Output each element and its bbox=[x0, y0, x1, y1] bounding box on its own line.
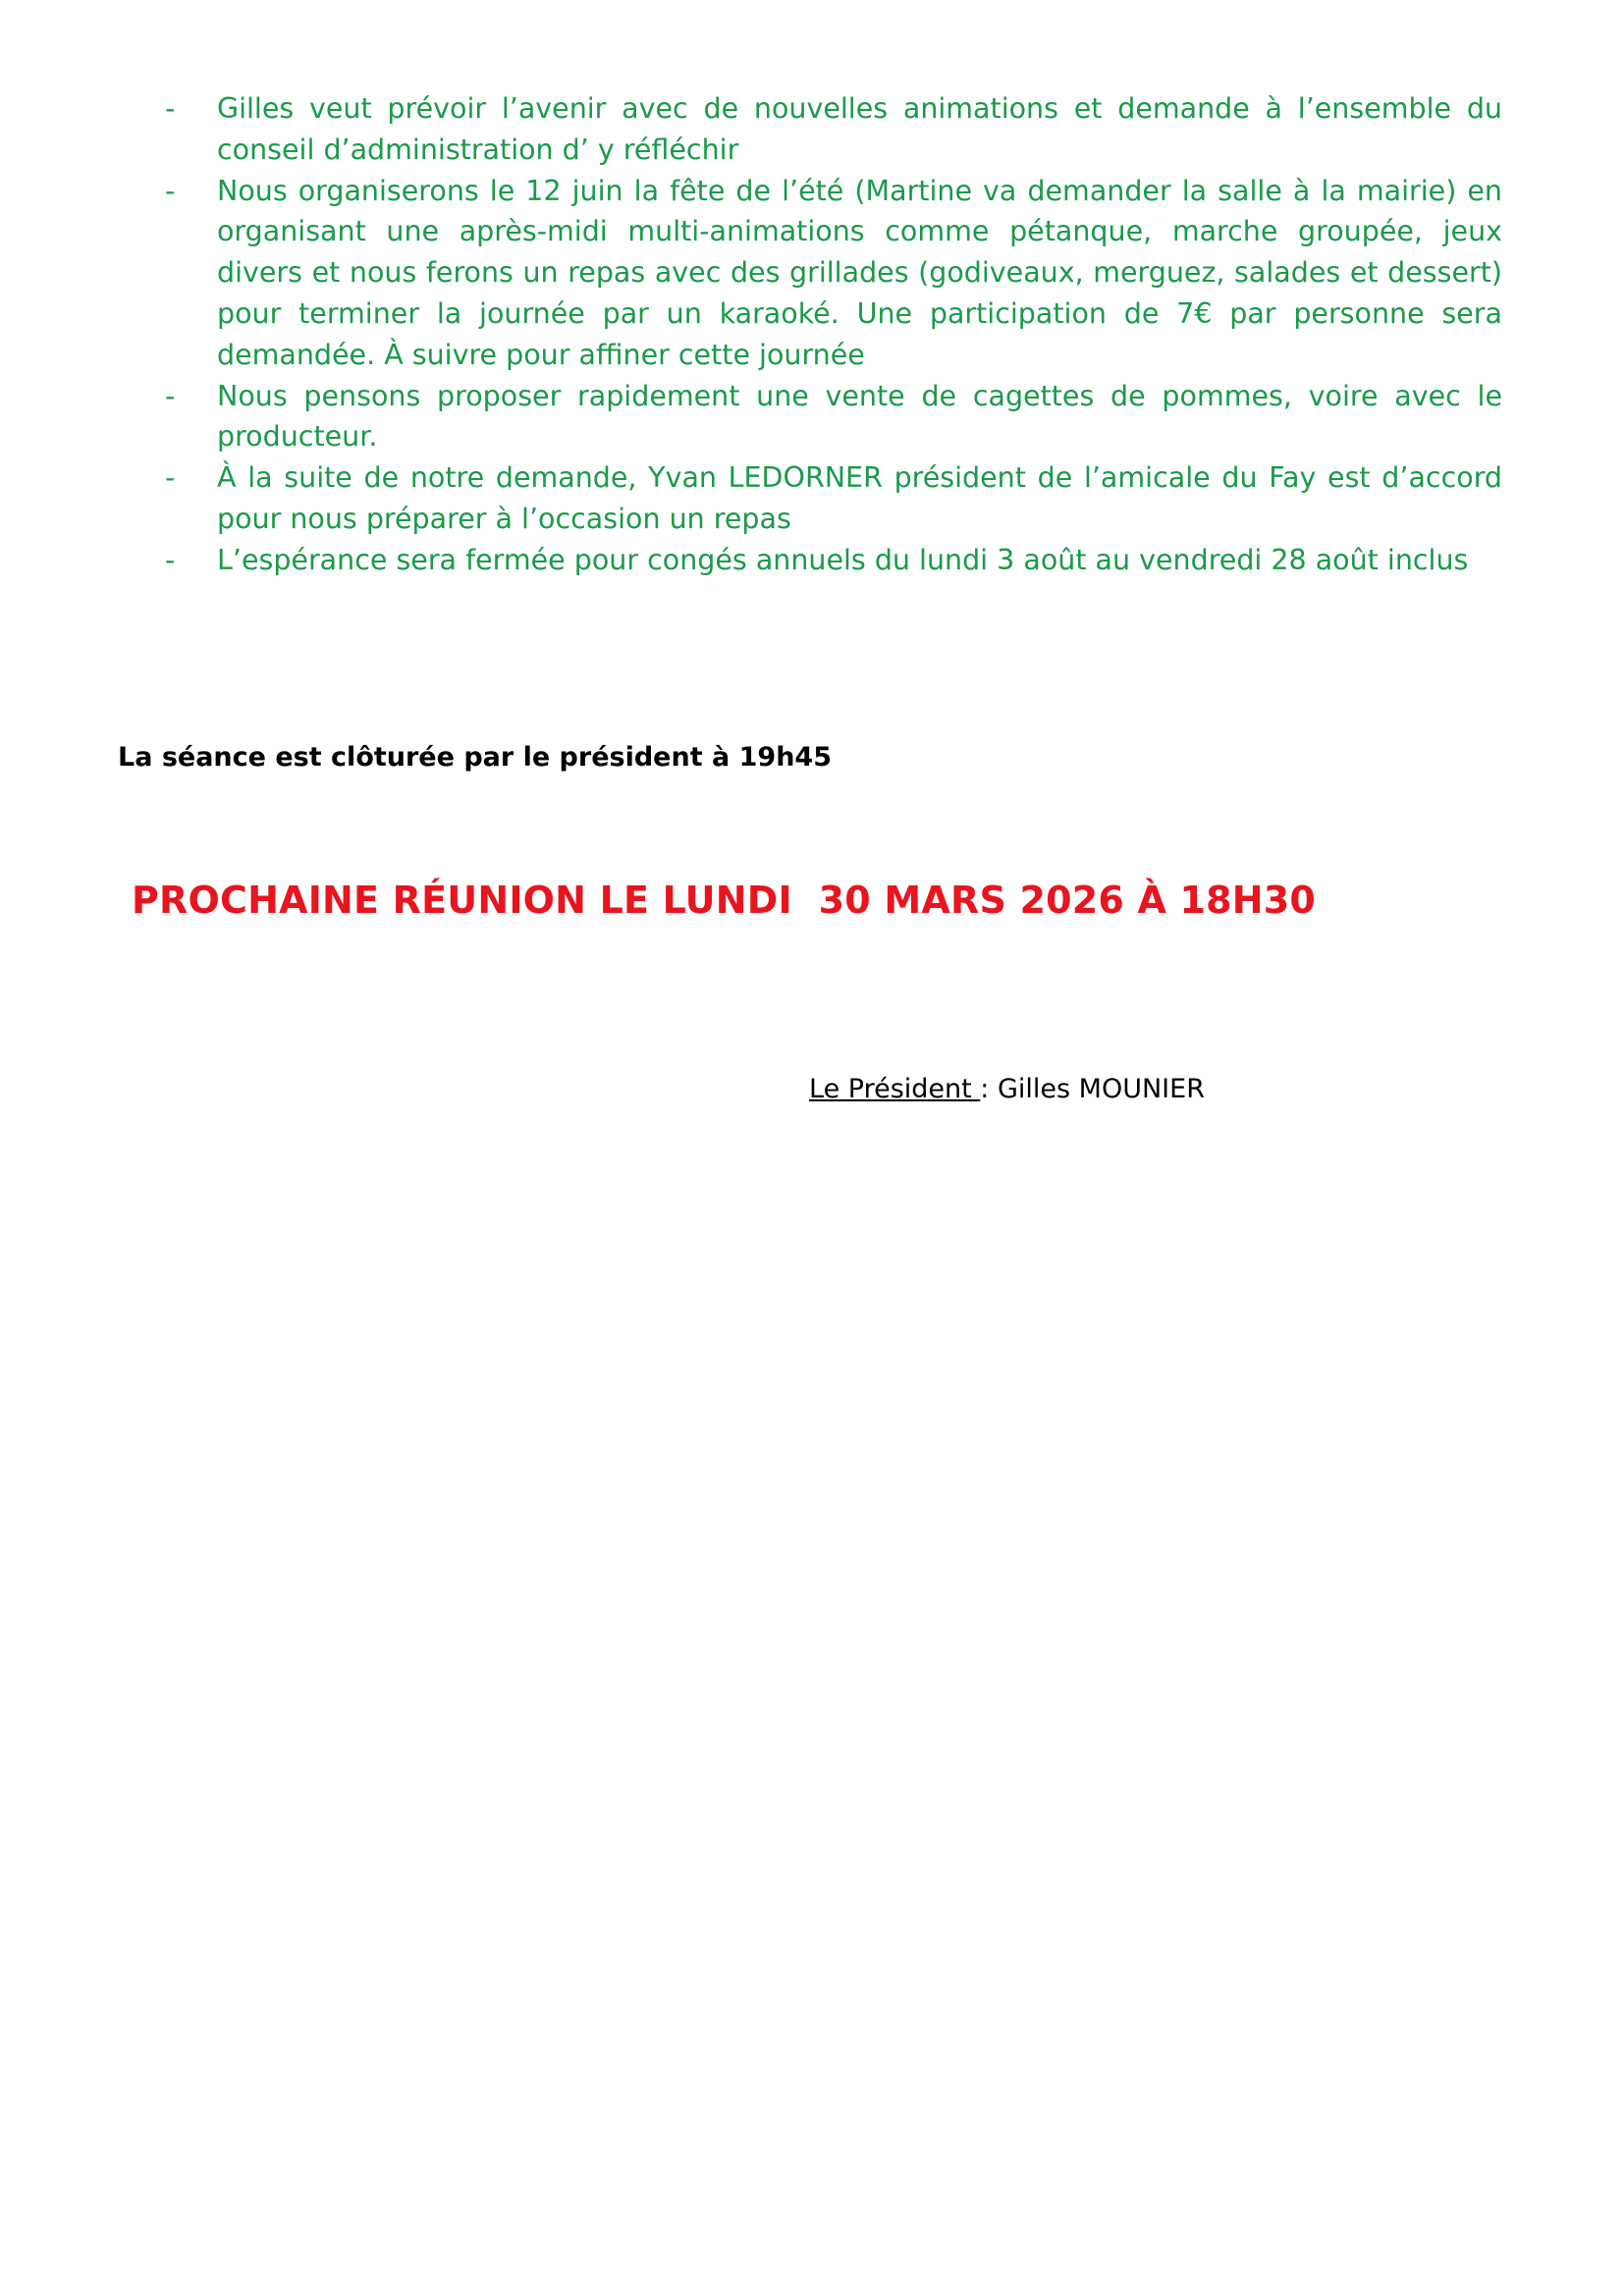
bullet-text: L’espérance sera fermée pour congés annuels du lundi 3 août au vendredi 28 août inclus bbox=[217, 543, 1469, 576]
bullet-dash: - bbox=[165, 92, 176, 125]
bullet-dash: - bbox=[165, 174, 176, 207]
bullet-text: Nous organiserons le 12 juin la fête de l’été (Martine va demander la salle à la mairie) en organisant une après-midi multi-animations comme pétanque, marche groupée, jeux divers et nous ferons un repas avec des grillades (godiveaux, merguez, salades et dessert) pour terminer la journée par un karaoké. Une participation de 7€ par personne sera demandée. À suivre pour affiner cette journée bbox=[217, 174, 1502, 371]
bullet-text: Nous pensons proposer rapidement une vente de cagettes de pommes, voire avec le producteur. bbox=[217, 379, 1502, 454]
bullet-item-apple-sale bbox=[165, 376, 1502, 458]
bullet-item-summer-party bbox=[165, 171, 1502, 376]
bullet-item-future-animations bbox=[165, 88, 1502, 171]
bullet-item-annual-closure bbox=[165, 540, 1502, 581]
bullet-text: À la suite de notre demande, Yvan LEDORNER président de l’amicale du Fay est d’accord pour nous préparer à l’occasion un repas bbox=[217, 461, 1502, 535]
president-signature bbox=[809, 1074, 1205, 1104]
bullet-dash: - bbox=[165, 379, 176, 412]
signature-name: Gilles MOUNIER bbox=[997, 1074, 1205, 1104]
signature-role: Le Président bbox=[809, 1074, 981, 1104]
signature-separator: : bbox=[980, 1074, 998, 1104]
bullet-text: Gilles veut prévoir l’avenir avec de nouvelles animations et demande à l’ensemble du conseil d’administration d’ y réfléchir bbox=[217, 92, 1502, 166]
bullet-dash: - bbox=[165, 461, 176, 495]
bullet-dash: - bbox=[165, 543, 176, 576]
agenda-bullet-list bbox=[165, 88, 1502, 581]
meeting-closing-statement: La séance est clôturée par le président à 19h45 bbox=[118, 742, 832, 773]
next-meeting-announcement: PROCHAINE RÉUNION LE LUNDI 30 MARS 2026 À 18H30 bbox=[132, 879, 1317, 922]
bullet-item-amicale-meal bbox=[165, 457, 1502, 540]
